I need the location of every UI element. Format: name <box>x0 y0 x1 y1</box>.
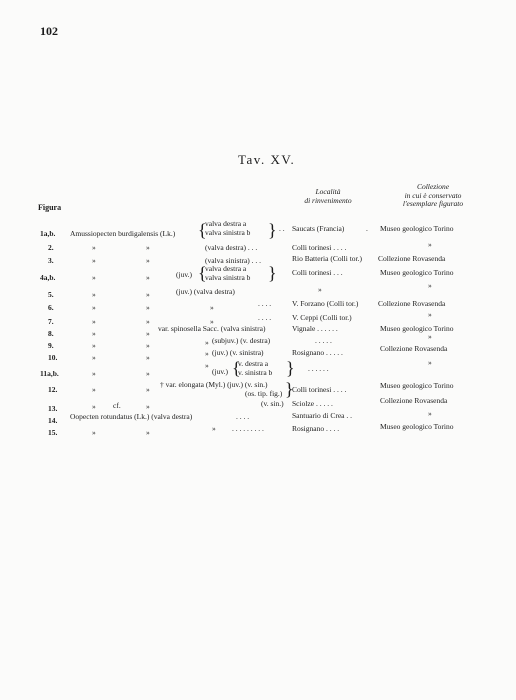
ditto-mark: » <box>146 402 150 411</box>
brace-left: { <box>198 263 207 283</box>
detail-line1: † var. elongata (Myl.) (juv.) (v. sin.) <box>160 380 268 389</box>
ditto-mark: » <box>92 243 96 252</box>
detail: (valva destra) . . . <box>205 243 258 252</box>
leader-dots: . . <box>279 224 285 233</box>
ditto-mark: » <box>92 317 96 326</box>
locality: Vignale . . . . . . <box>292 324 338 333</box>
collection: » <box>428 310 432 319</box>
ditto-mark: » <box>92 385 96 394</box>
row-number: 9. <box>48 341 54 350</box>
ditto-mark: » <box>92 329 96 338</box>
detail-line1: v. destra a <box>238 359 269 368</box>
species-name: Oopecten rotundatus (Lk.) (valva destra) <box>70 412 193 421</box>
collection: Collezione Rovasenda <box>378 299 446 308</box>
collection: Collezione Rovasenda <box>380 396 448 405</box>
collection: » <box>428 409 432 418</box>
locality: » <box>318 285 322 294</box>
detail-line1: valva destra a <box>205 264 247 273</box>
plate-title: Tav. XV. <box>238 152 296 167</box>
collection: » <box>428 332 432 341</box>
leader-dots: . <box>366 224 368 233</box>
ditto-mark: » <box>212 424 216 433</box>
header-localita <box>288 188 368 205</box>
collection: Collezione Rovasenda <box>378 254 446 263</box>
brace-left: { <box>198 220 207 240</box>
collection: Museo geologico Torino <box>380 324 454 333</box>
brace-right: } <box>285 379 294 399</box>
ditto-mark: » <box>92 428 96 437</box>
ditto-mark: » <box>146 273 150 282</box>
brace-right: } <box>268 220 277 240</box>
juv-label: (juv.) <box>176 270 192 279</box>
ditto-mark: » <box>92 256 96 265</box>
header-collezione-line2: in cui è conservato <box>404 190 462 200</box>
locality: Rosignano . . . . . <box>292 348 343 357</box>
brace-right: } <box>268 263 277 283</box>
detail-line2: valva sinistra b <box>205 273 251 282</box>
leader-dots: . . . . . . . . . <box>232 424 264 433</box>
ditto-mark: » <box>146 256 150 265</box>
row-number: 14. <box>48 416 58 425</box>
detail-line1: valva destra a <box>205 219 247 228</box>
ditto-mark: » <box>146 290 150 299</box>
leader-dots: . . . . <box>258 299 272 308</box>
ditto-mark: » <box>92 290 96 299</box>
leader-dots: . . . . . . <box>308 364 329 373</box>
collection: » <box>428 240 432 249</box>
ditto-mark: » <box>92 353 96 362</box>
row-number: 3. <box>48 256 54 265</box>
cf-label: cf. <box>113 401 121 410</box>
collection: » <box>428 281 432 290</box>
ditto-mark: » <box>210 303 214 312</box>
ditto-mark: » <box>92 402 96 411</box>
collection: Museo geologico Torino <box>380 224 454 233</box>
locality: Colli torinesi . . . . <box>292 385 347 394</box>
ditto-mark: » <box>210 317 214 326</box>
ditto-mark: » <box>92 303 96 312</box>
brace-right: } <box>286 358 295 378</box>
species-name: Amussiopecten burdigalensis (Lk.) <box>70 229 176 238</box>
row-number: 4a,b. <box>40 273 56 282</box>
ditto-mark: » <box>146 353 150 362</box>
detail: var. spinosella Sacc. (valva sinistra) <box>158 324 266 333</box>
row-number: 1a,b. <box>40 229 56 238</box>
row-number: 11a,b. <box>40 369 59 378</box>
detail-line2: valva sinistra b <box>205 228 251 237</box>
collection: Collezione Rovasenda <box>380 344 448 353</box>
ditto-mark: » <box>146 243 150 252</box>
ditto-mark: » <box>92 341 96 350</box>
row-number: 7. <box>48 317 54 326</box>
locality: Colli torinesi . . . . <box>292 243 347 252</box>
collection: » <box>428 358 432 367</box>
locality: Rio Batteria (Colli tor.) <box>292 254 362 263</box>
locality: Colli torinesi . . . <box>292 268 343 277</box>
row-number: 15. <box>48 428 58 437</box>
leader-dots: . . . . <box>258 313 272 322</box>
detail: (valva sinistra) . . . <box>205 256 262 265</box>
ditto-mark: » <box>146 369 150 378</box>
locality: Santuario di Crea . . <box>292 411 352 420</box>
row-number: 10. <box>48 353 58 362</box>
collection: Museo geologico Torino <box>380 381 454 390</box>
detail: (juv.) (v. sinistra) <box>212 348 264 357</box>
detail-line2: (os. tip. fig.) <box>245 389 283 398</box>
ditto-mark: » <box>205 338 209 347</box>
brace-left: { <box>232 358 241 378</box>
row-number: 8. <box>48 329 54 338</box>
locality: Rosignano . . . . <box>292 424 340 433</box>
row-number: 2. <box>48 243 54 252</box>
collection: Museo geologico Torino <box>380 422 454 431</box>
ditto-mark: » <box>146 303 150 312</box>
header-collezione-line1: Collezione <box>416 182 450 191</box>
ditto-mark: » <box>146 385 150 394</box>
detail-line2: v. sinistra b <box>238 368 273 377</box>
ditto-mark: » <box>205 361 209 370</box>
page-number: 102 <box>40 24 58 38</box>
header-localita-line1: Località <box>315 187 341 196</box>
header-collezione-line3: l'esemplare figurato <box>402 199 464 208</box>
locality: V. Forzano (Colli tor.) <box>292 299 359 308</box>
row-number: 6. <box>48 303 54 312</box>
ditto-mark: » <box>205 349 209 358</box>
detail: (v. sin.) <box>261 399 284 408</box>
collection: Museo geologico Torino <box>380 268 454 277</box>
ditto-mark: » <box>92 369 96 378</box>
detail: (subjuv.) (v. destra) <box>212 336 271 345</box>
header-figura: Figura <box>38 203 62 212</box>
ditto-mark: » <box>146 329 150 338</box>
row-number: 12. <box>48 385 58 394</box>
ditto-mark: » <box>92 273 96 282</box>
ditto-mark: » <box>146 317 150 326</box>
leader-dots: . . . . . <box>315 336 332 345</box>
row-number: 5. <box>48 290 54 299</box>
juv-label: (juv.) <box>212 367 228 376</box>
locality: Sciolze . . . . . <box>292 399 333 408</box>
locality: V. Ceppi (Colli tor.) <box>292 313 352 322</box>
detail: (juv.) (valva destra) <box>176 287 235 296</box>
header-localita-line2: di rinvenimento <box>304 195 352 205</box>
ditto-mark: » <box>146 341 150 350</box>
row-number: 13. <box>48 404 58 413</box>
ditto-mark: » <box>146 428 150 437</box>
leader-dots: . . . . <box>236 412 250 421</box>
locality: Saucats (Francia) <box>292 224 345 233</box>
header-collezione <box>378 183 488 209</box>
